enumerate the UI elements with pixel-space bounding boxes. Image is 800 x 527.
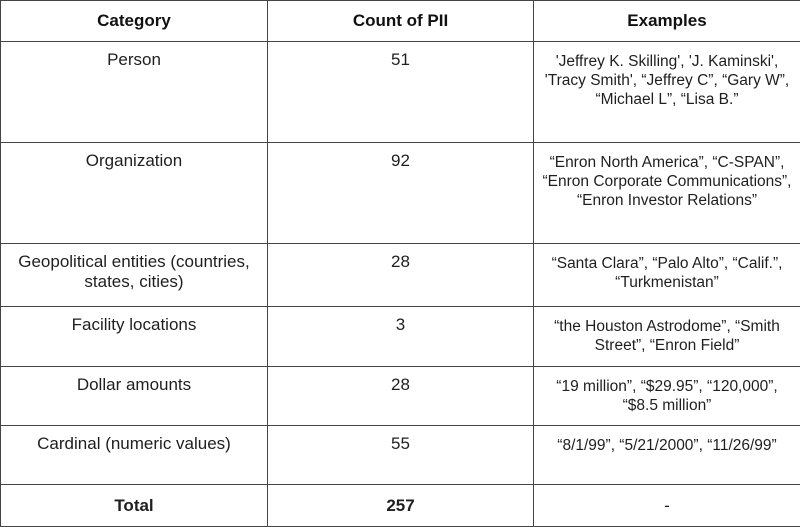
examples-cell: “8/1/99”, “5/21/2000”, “11/26/99”	[534, 426, 800, 485]
category-cell: Person	[1, 42, 268, 143]
header-row	[1, 1, 800, 42]
table-row	[1, 426, 800, 485]
count-cell: 92	[268, 143, 534, 244]
header-count: Count of PII	[268, 1, 534, 42]
category-cell: Geopolitical entities (countries, states, cities)	[1, 244, 268, 307]
table-row	[1, 307, 800, 367]
category-cell: Facility locations	[1, 307, 268, 367]
examples-cell: “19 million”, “$29.95”, “120,000”, “$8.5 million”	[534, 367, 800, 426]
examples-cell: “Santa Clara”, “Palo Alto”, “Calif.”, “Turkmenistan”	[534, 244, 800, 307]
table-row	[1, 42, 800, 143]
total-row	[1, 485, 800, 527]
category-cell: Organization	[1, 143, 268, 244]
count-cell: 3	[268, 307, 534, 367]
count-cell: 51	[268, 42, 534, 143]
category-cell: Cardinal (numeric values)	[1, 426, 268, 485]
table-row	[1, 367, 800, 426]
category-cell: Dollar amounts	[1, 367, 268, 426]
header-examples: Examples	[534, 1, 800, 42]
total-examples: -	[534, 485, 800, 527]
table-row	[1, 244, 800, 307]
table-row	[1, 143, 800, 244]
count-cell: 28	[268, 244, 534, 307]
header-category: Category	[1, 1, 268, 42]
examples-cell: “Enron North America”, “C-SPAN”, “Enron Corporate Communications”, “Enron Investor Relations”	[534, 143, 800, 244]
total-label: Total	[1, 485, 268, 527]
count-cell: 55	[268, 426, 534, 485]
examples-cell: “the Houston Astrodome”, “Smith Street”, “Enron Field”	[534, 307, 800, 367]
count-cell: 28	[268, 367, 534, 426]
examples-cell: 'Jeffrey K. Skilling', 'J. Kaminski', 'Tracy Smith', “Jeffrey C”, “Gary W”, “Michael L”, “Lisa B.”	[534, 42, 800, 143]
total-count: 257	[268, 485, 534, 527]
